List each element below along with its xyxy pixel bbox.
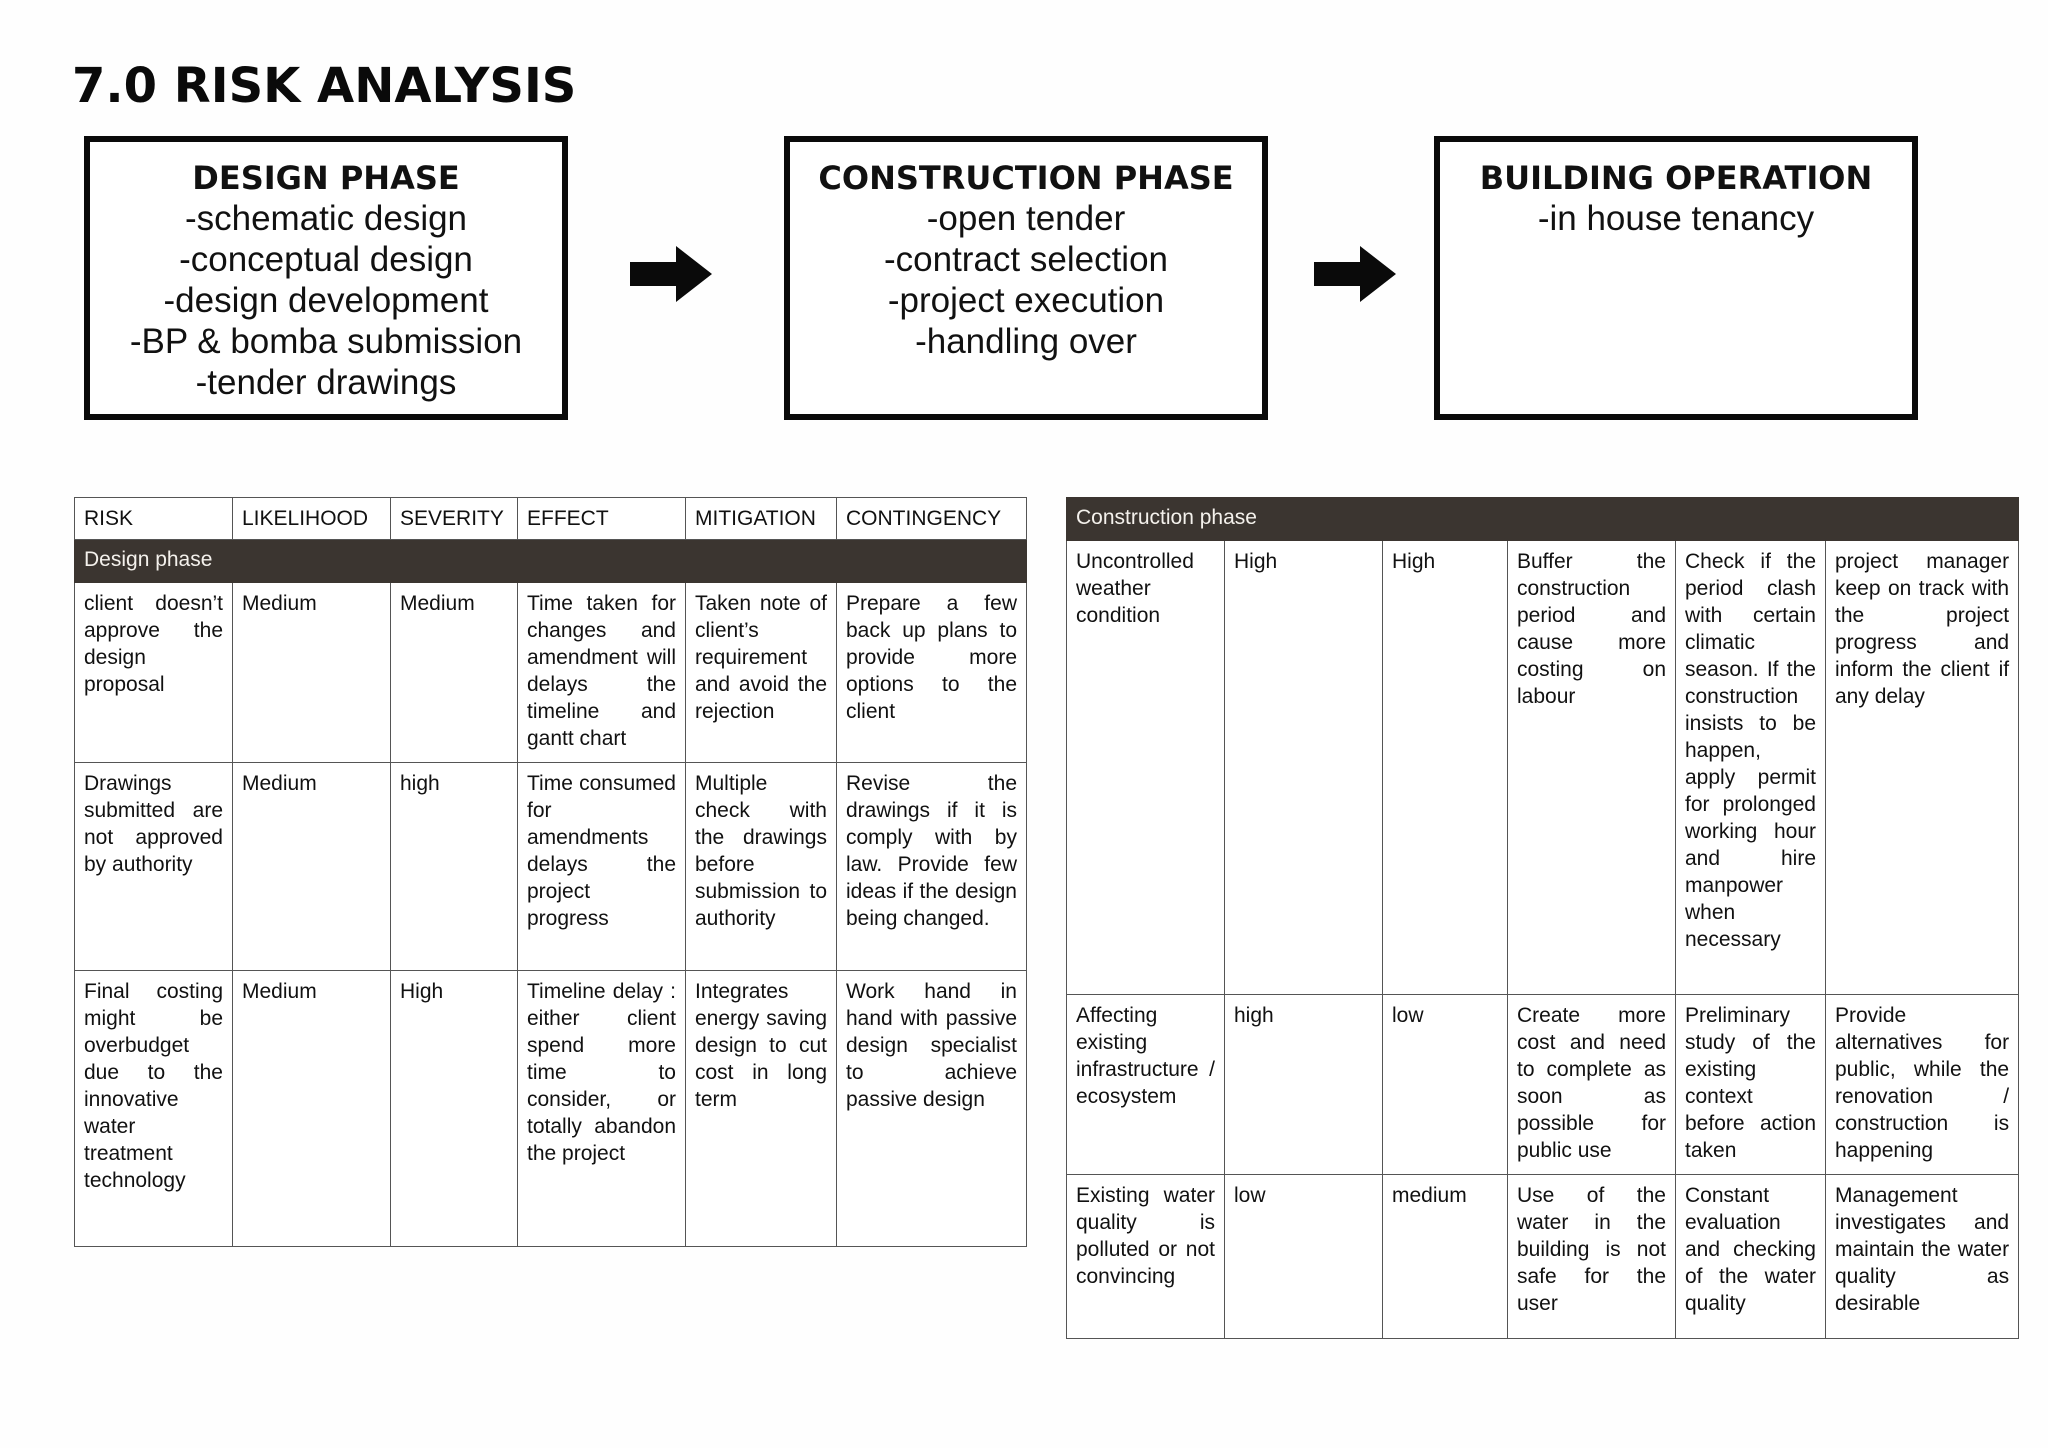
cell-contingency: Work hand in hand with passive design specialist to achieve passive design (837, 971, 1027, 1247)
right-arrow-icon (630, 246, 712, 302)
table-header-row (75, 498, 1027, 540)
cell-risk: Final costing might be overbudget due to the innovative water treatment technology (75, 971, 233, 1247)
cell-likelihood: Medium (233, 971, 391, 1247)
table-row (1067, 541, 2019, 995)
column-header: MITIGATION (686, 498, 837, 540)
cell-mitigation: Preliminary study of the existing context before action taken (1676, 995, 1826, 1175)
cell-severity: high (391, 763, 518, 971)
cell-risk: Existing water quality is polluted or not convincing (1067, 1175, 1225, 1339)
phase-item: -conceptual design (179, 240, 473, 279)
section-row (75, 540, 1027, 583)
cell-contingency: project manager keep on track with the project progress and inform the client if any delay (1826, 541, 2019, 995)
right-arrow-icon (1314, 246, 1396, 302)
cell-mitigation: Multiple check with the drawings before submission to authority (686, 763, 837, 971)
column-header: LIKELIHOOD (233, 498, 391, 540)
phase-title: CONSTRUCTION PHASE (818, 159, 1234, 197)
section-label: Design phase (75, 540, 1027, 583)
construction-phase-box (784, 136, 1268, 420)
phase-title: BUILDING OPERATION (1479, 159, 1873, 197)
phase-item: -in house tenancy (1537, 199, 1815, 238)
cell-severity: Medium (391, 583, 518, 763)
phase-item: -contract selection (883, 240, 1169, 279)
cell-effect: Create more cost and need to complete as soon as possible for public use (1508, 995, 1676, 1175)
construction-risk-table (1066, 497, 2019, 1339)
phase-item: -open tender (926, 199, 1126, 238)
cell-effect: Timeline delay : either client spend more time to consider, or totally abandon the project (518, 971, 686, 1247)
cell-severity: High (1383, 541, 1508, 995)
cell-severity: low (1383, 995, 1508, 1175)
cell-risk: Affecting existing infrastructure / ecosystem (1067, 995, 1225, 1175)
cell-severity: High (391, 971, 518, 1247)
cell-contingency: Management investigates and maintain the water quality as desirable (1826, 1175, 2019, 1339)
design-risk-table (74, 497, 1027, 1247)
cell-risk: Uncontrolled weather condition (1067, 541, 1225, 995)
section-label: Construction phase (1067, 498, 2019, 541)
column-header: SEVERITY (391, 498, 518, 540)
table-row (1067, 1175, 2019, 1339)
phase-item: -schematic design (184, 199, 468, 238)
cell-effect: Time taken for changes and amendment will delays the timeline and gantt chart (518, 583, 686, 763)
cell-mitigation: Constant evaluation and checking of the water quality (1676, 1175, 1826, 1339)
cell-effect: Use of the water in the building is not safe for the user (1508, 1175, 1676, 1339)
cell-likelihood: High (1225, 541, 1383, 995)
cell-risk: Drawings submitted are not approved by authority (75, 763, 233, 971)
design-phase-box (84, 136, 568, 420)
cell-contingency: Revise the drawings if it is comply with by law. Provide few ideas if the design being changed. (837, 763, 1027, 971)
building-operation-box (1434, 136, 1918, 420)
section-row (1067, 498, 2019, 541)
column-header: RISK (75, 498, 233, 540)
cell-likelihood: low (1225, 1175, 1383, 1339)
cell-severity: medium (1383, 1175, 1508, 1339)
phase-title: DESIGN PHASE (192, 159, 460, 197)
phase-item: -handling over (915, 322, 1137, 361)
cell-risk: client doesn’t approve the design proposal (75, 583, 233, 763)
cell-mitigation: Taken note of client’s requirement and avoid the rejection (686, 583, 837, 763)
cell-effect: Buffer the construction period and cause more costing on labour (1508, 541, 1676, 995)
cell-mitigation: Integrates energy saving design to cut cost in long term (686, 971, 837, 1247)
cell-contingency: Prepare a few back up plans to provide more options to the client (837, 583, 1027, 763)
cell-effect: Time consumed for amendments delays the project progress (518, 763, 686, 971)
cell-contingency: Provide alternatives for public, while the renovation / construction is happening (1826, 995, 2019, 1175)
phase-item: -tender drawings (195, 363, 457, 402)
cell-mitigation: Check if the period clash with certain climatic season. If the construction insists to be happen, apply permit for prolonged working hour and hire manpower when necessary (1676, 541, 1826, 995)
cell-likelihood: Medium (233, 583, 391, 763)
table-row (75, 583, 1027, 763)
column-header: EFFECT (518, 498, 686, 540)
cell-likelihood: high (1225, 995, 1383, 1175)
cell-likelihood: Medium (233, 763, 391, 971)
phase-item: -design development (163, 281, 489, 320)
phase-item: -BP & bomba submission (129, 322, 523, 361)
table-row (75, 763, 1027, 971)
column-header: CONTINGENCY (837, 498, 1027, 540)
table-row (75, 971, 1027, 1247)
page-title: 7.0 RISK ANALYSIS (72, 58, 577, 114)
table-row (1067, 995, 2019, 1175)
phase-item: -project execution (887, 281, 1165, 320)
